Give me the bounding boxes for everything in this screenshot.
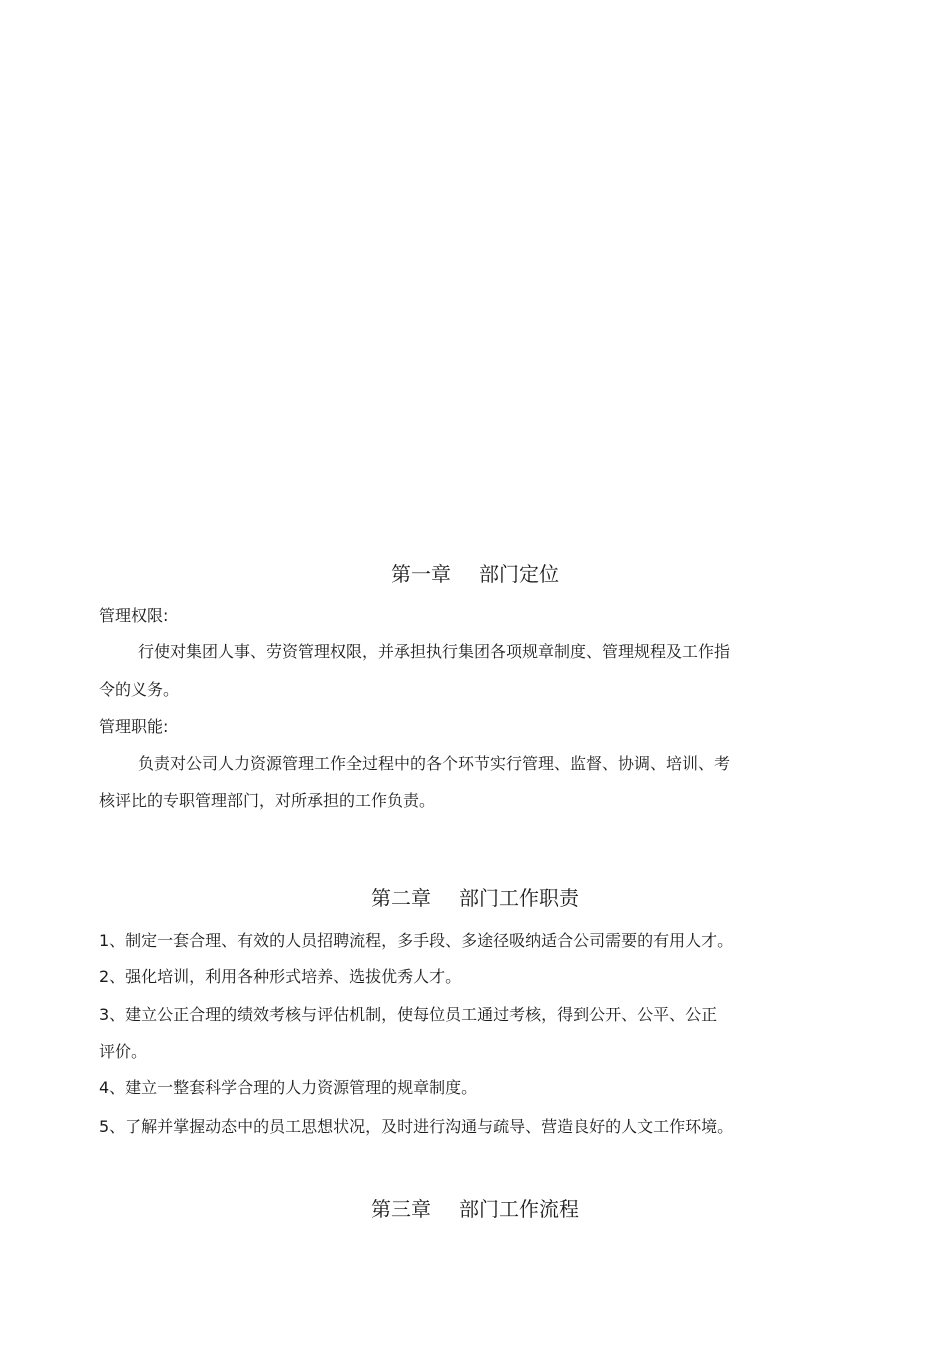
list-item: 2、强化培训，利用各种形式培养、选拔优秀人才。 (99, 967, 462, 986)
chapter-3-heading (0, 1197, 950, 1221)
authority-text-line-1: 行使对集团人事、劳资管理权限，并承担执行集团各项规章制度、管理规程及工作指 (138, 642, 731, 661)
chapter-2-heading (0, 886, 950, 910)
chapter-2-number: 第二章 (371, 886, 431, 910)
chapter-3-number: 第三章 (371, 1197, 431, 1221)
function-text-line-2: 核评比的专职管理部门，对所承担的工作负责。 (99, 791, 436, 810)
list-item: 5、了解并掌握动态中的员工思想状况，及时进行沟通与疏导、营造良好的人文工作环境。 (99, 1117, 734, 1136)
list-item: 1、制定一套合理、有效的人员招聘流程，多手段、多途径吸纳适合公司需要的有用人才。 (99, 931, 734, 950)
list-item-continuation: 评价。 (99, 1042, 148, 1061)
list-item: 3、建立公正合理的绩效考核与评估机制，使每位员工通过考核，得到公开、公平、公正 (99, 1005, 718, 1024)
function-label: 管理职能: (99, 717, 169, 736)
chapter-1-heading (0, 562, 950, 586)
chapter-1-number: 第一章 (391, 562, 451, 586)
authority-label: 管理权限: (99, 606, 169, 625)
authority-text-line-2: 令的义务。 (99, 680, 180, 699)
chapter-3-title: 部门工作流程 (459, 1197, 579, 1221)
function-text-line-1: 负责对公司人力资源管理工作全过程中的各个环节实行管理、监督、协调、培训、考 (138, 754, 731, 773)
chapter-1-title: 部门定位 (479, 562, 559, 586)
chapter-2-title: 部门工作职责 (459, 886, 579, 910)
list-item: 4、建立一整套科学合理的人力资源管理的规章制度。 (99, 1078, 478, 1097)
